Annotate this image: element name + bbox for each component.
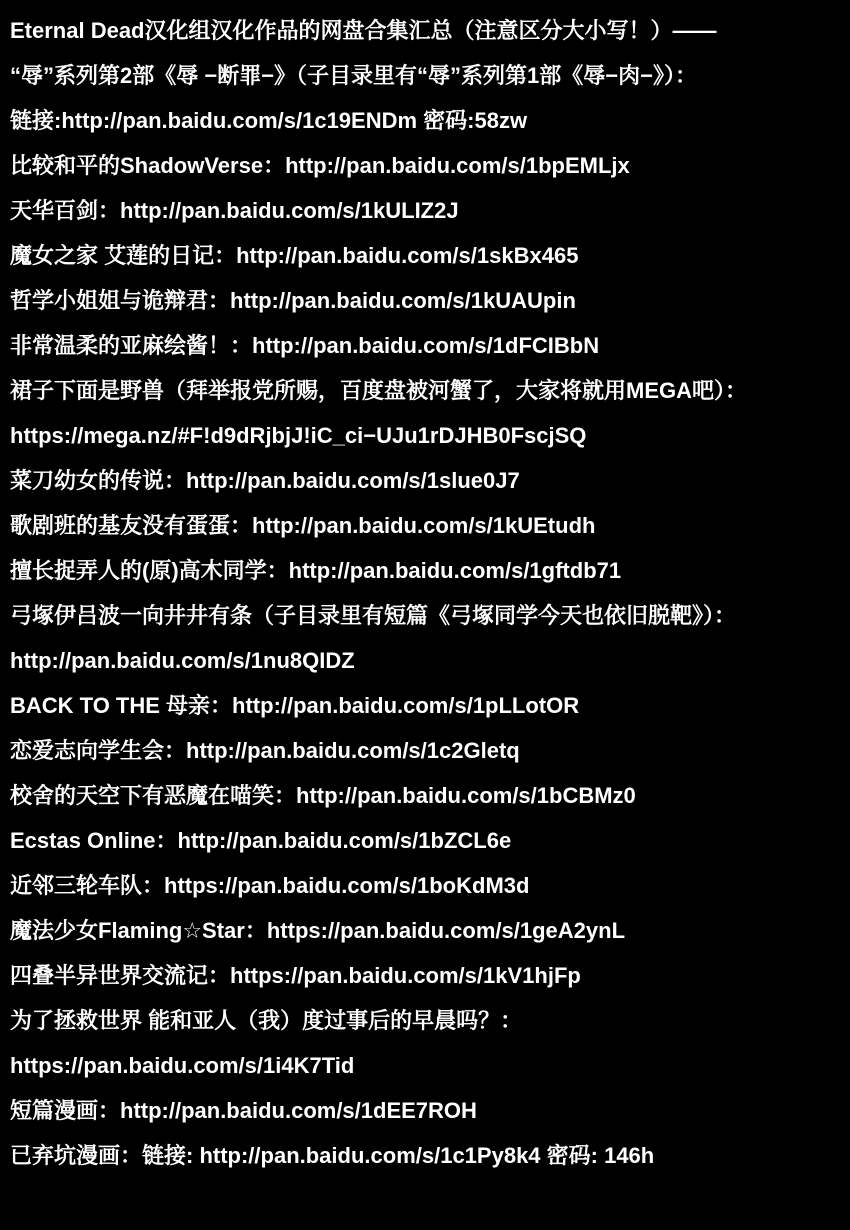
document-line: 天华百剑：http://pan.baidu.com/s/1kULIZ2J <box>10 198 459 223</box>
document-line: 魔女之家 艾莲的日记：http://pan.baidu.com/s/1skBx465 <box>10 243 579 268</box>
document-line: 短篇漫画：http://pan.baidu.com/s/1dEE7ROH <box>10 1098 477 1123</box>
document-line: 比较和平的ShadowVerse：http://pan.baidu.com/s/1bpEMLjx <box>10 153 630 178</box>
document-line: 已弃坑漫画：链接: http://pan.baidu.com/s/1c1Py8k4 密码: 146h <box>10 1143 655 1168</box>
document-line: 魔法少女Flaming☆Star：https://pan.baidu.com/s/1geA2ynL <box>10 918 626 943</box>
document-line: Eternal Dead汉化组汉化作品的网盘合集汇总（注意区分大小写！）—— <box>10 18 717 43</box>
document-line: 为了拯救世界 能和亚人（我）度过事后的早晨吗？： <box>10 1008 523 1033</box>
document-line: 菜刀幼女的传说：http://pan.baidu.com/s/1slue0J7 <box>10 468 520 493</box>
document-line: 擅长捉弄人的(原)高木同学：http://pan.baidu.com/s/1gftdb71 <box>10 558 622 583</box>
document-line: 链接:http://pan.baidu.com/s/1c19ENDm 密码:58zw <box>10 108 528 133</box>
document-line: 裙子下面是野兽（拜举报党所赐，百度盘被河蟹了，大家将就用MEGA吧）： <box>10 378 748 403</box>
document-line: 近邻三轮车队：https://pan.baidu.com/s/1boKdM3d <box>10 873 530 898</box>
document-line: 歌剧班的基友没有蛋蛋：http://pan.baidu.com/s/1kUEtudh <box>10 513 596 538</box>
document-line: BACK TO THE 母亲：http://pan.baidu.com/s/1pLLotOR <box>10 693 580 718</box>
document-line: 弓塚伊吕波一向井井有条（子目录里有短篇《弓塚同学今天也依旧脱靶》）： <box>10 603 737 628</box>
document-line: 四叠半异世界交流记：https://pan.baidu.com/s/1kV1hjFp <box>10 963 581 988</box>
document-line: “辱”系列第2部《辱 −断罪−》（子目录里有“辱”系列第1部《辱−肉−》）： <box>10 63 697 88</box>
document-line: http://pan.baidu.com/s/1nu8QIDZ <box>10 648 355 673</box>
document-line: 非常温柔的亚麻绘酱！：http://pan.baidu.com/s/1dFCIBbN <box>10 333 600 358</box>
document-line: https://pan.baidu.com/s/1i4K7Tid <box>10 1053 355 1078</box>
document-line: 哲学小姐姐与诡辩君：http://pan.baidu.com/s/1kUAUpin <box>10 288 576 313</box>
document-line: 恋爱志向学生会：http://pan.baidu.com/s/1c2Gletq <box>10 738 520 763</box>
document-line: Ecstas Online：http://pan.baidu.com/s/1bZCL6e <box>10 828 512 853</box>
document-line: https://mega.nz/#F!d9dRjbjJ!iC_ci−UJu1rDJHB0FscjSQ <box>10 423 587 448</box>
document-line: 校舍的天空下有恶魔在喵笑：http://pan.baidu.com/s/1bCBMz0 <box>10 783 636 808</box>
